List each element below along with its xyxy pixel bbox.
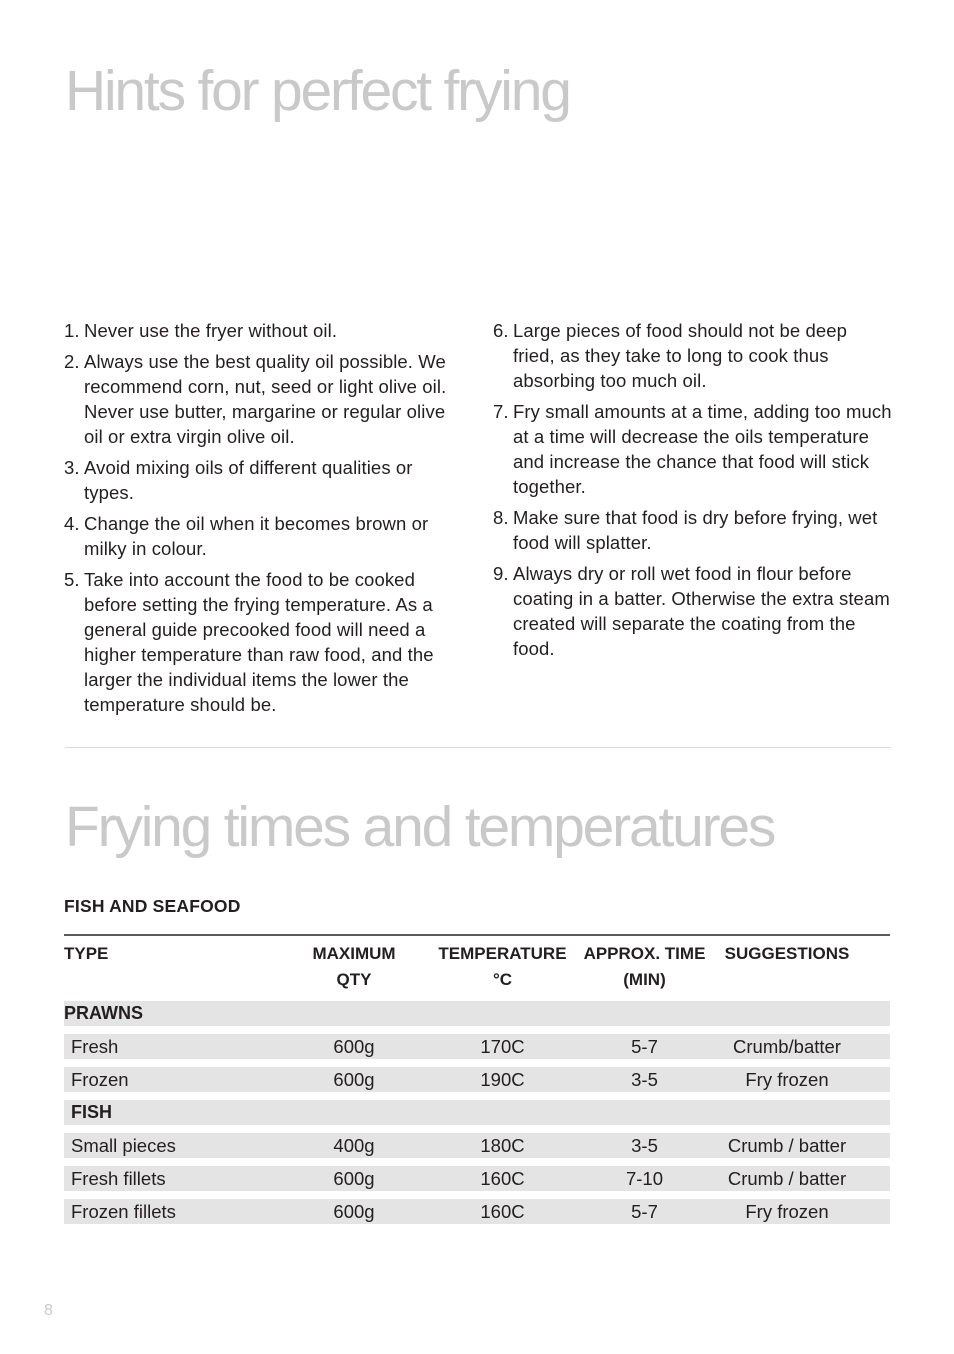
table-row <box>64 1133 890 1158</box>
cell-suggestion: Fry frozen <box>745 1201 829 1222</box>
table-row <box>64 1199 890 1224</box>
hint-number: 8. <box>493 507 509 528</box>
header-max-qty: MAXIMUM QTY <box>312 944 396 989</box>
hint-item <box>64 567 464 717</box>
hint-item <box>493 505 893 555</box>
cell-time: 7-10 <box>625 1168 664 1189</box>
cell-temp: 170C <box>480 1036 525 1057</box>
hint-number: 5. <box>64 569 80 590</box>
hint-number: 3. <box>64 457 80 478</box>
hint-text: Never use the fryer without oil. <box>84 320 338 341</box>
cell-time: 5-7 <box>631 1036 658 1057</box>
page-number: 8 <box>44 1302 53 1319</box>
hint-text: Avoid mixing oils of different qualities or types. <box>84 457 413 503</box>
hints-list-right <box>493 318 893 667</box>
cell-time: 3-5 <box>631 1069 658 1090</box>
cell-suggestion: Fry frozen <box>745 1069 829 1090</box>
section-divider <box>65 747 891 748</box>
hint-item <box>64 318 464 343</box>
page-title-hints: Hints for perfect frying <box>65 59 570 123</box>
table-row <box>64 1034 890 1059</box>
table-row <box>64 1067 890 1092</box>
hint-item <box>64 455 464 505</box>
hint-item <box>64 349 464 449</box>
cell-type: Fresh <box>71 1036 119 1057</box>
hint-item <box>64 511 464 561</box>
hint-text: Always dry or roll wet food in flour before coating in a batter. Otherwise the extra steam created will separate the coating from the food. <box>513 563 890 659</box>
hint-text: Large pieces of food should not be deep fried, as they take to long to cook thus absorbing too much oil. <box>513 320 848 391</box>
header-time: APPROX. TIME (MIN) <box>583 944 706 989</box>
table-header <box>64 934 890 997</box>
header-suggestions: SUGGESTIONS <box>724 944 850 963</box>
page-title-times: Frying times and temperatures <box>65 795 775 859</box>
hint-item <box>493 561 893 661</box>
cell-type: Fresh fillets <box>71 1168 166 1189</box>
cell-qty: 600g <box>333 1069 375 1090</box>
section-label: FISH AND SEAFOOD <box>64 896 241 916</box>
cell-type: Small pieces <box>71 1135 176 1156</box>
cell-qty: 600g <box>333 1201 375 1222</box>
hint-text: Always use the best quality oil possible. We recommend corn, nut, seed or light olive oil. Never use butter, margarine or regular olive oil or extra virgin olive oil. <box>84 351 447 447</box>
header-temperature: TEMPERATURE °C <box>438 944 567 989</box>
group-name: FISH <box>71 1102 113 1122</box>
hint-number: 4. <box>64 513 80 534</box>
table-group-row <box>64 1001 890 1026</box>
cell-type: Frozen <box>71 1069 129 1090</box>
table-row <box>64 1166 890 1191</box>
cell-qty: 600g <box>333 1168 375 1189</box>
hint-item <box>493 318 893 393</box>
hint-number: 7. <box>493 401 509 422</box>
hint-text: Take into account the food to be cooked before setting the frying temperature. As a general guide precooked food will need a higher temperature than raw food, and the larger the individual items the lower the temperature should be. <box>84 569 434 715</box>
cell-type: Frozen fillets <box>71 1201 176 1222</box>
cell-qty: 400g <box>333 1135 375 1156</box>
hint-text: Fry small amounts at a time, adding too much at a time will decrease the oils temperature and increase the chance that food will stick together. <box>513 401 892 497</box>
header-type: TYPE <box>64 944 109 963</box>
hints-list-left <box>64 318 464 723</box>
hint-number: 2. <box>64 351 80 372</box>
hint-number: 1. <box>64 320 80 341</box>
cell-suggestion: Crumb / batter <box>727 1135 847 1156</box>
cell-suggestion: Crumb/batter <box>733 1036 841 1057</box>
cell-qty: 600g <box>333 1036 375 1057</box>
hint-item <box>493 399 893 499</box>
hint-text: Change the oil when it becomes brown or milky in colour. <box>84 513 429 559</box>
cell-time: 5-7 <box>631 1201 658 1222</box>
table-group-row <box>64 1100 890 1125</box>
cell-temp: 180C <box>480 1135 525 1156</box>
hint-number: 6. <box>493 320 509 341</box>
hint-text: Make sure that food is dry before frying, wet food will splatter. <box>513 507 878 553</box>
cell-time: 3-5 <box>631 1135 658 1156</box>
hint-number: 9. <box>493 563 509 584</box>
cell-temp: 160C <box>480 1168 525 1189</box>
cell-temp: 160C <box>480 1201 525 1222</box>
frying-table <box>64 934 890 1224</box>
cell-temp: 190C <box>480 1069 525 1090</box>
group-name: PRAWNS <box>64 1003 144 1023</box>
cell-suggestion: Crumb / batter <box>727 1168 847 1189</box>
